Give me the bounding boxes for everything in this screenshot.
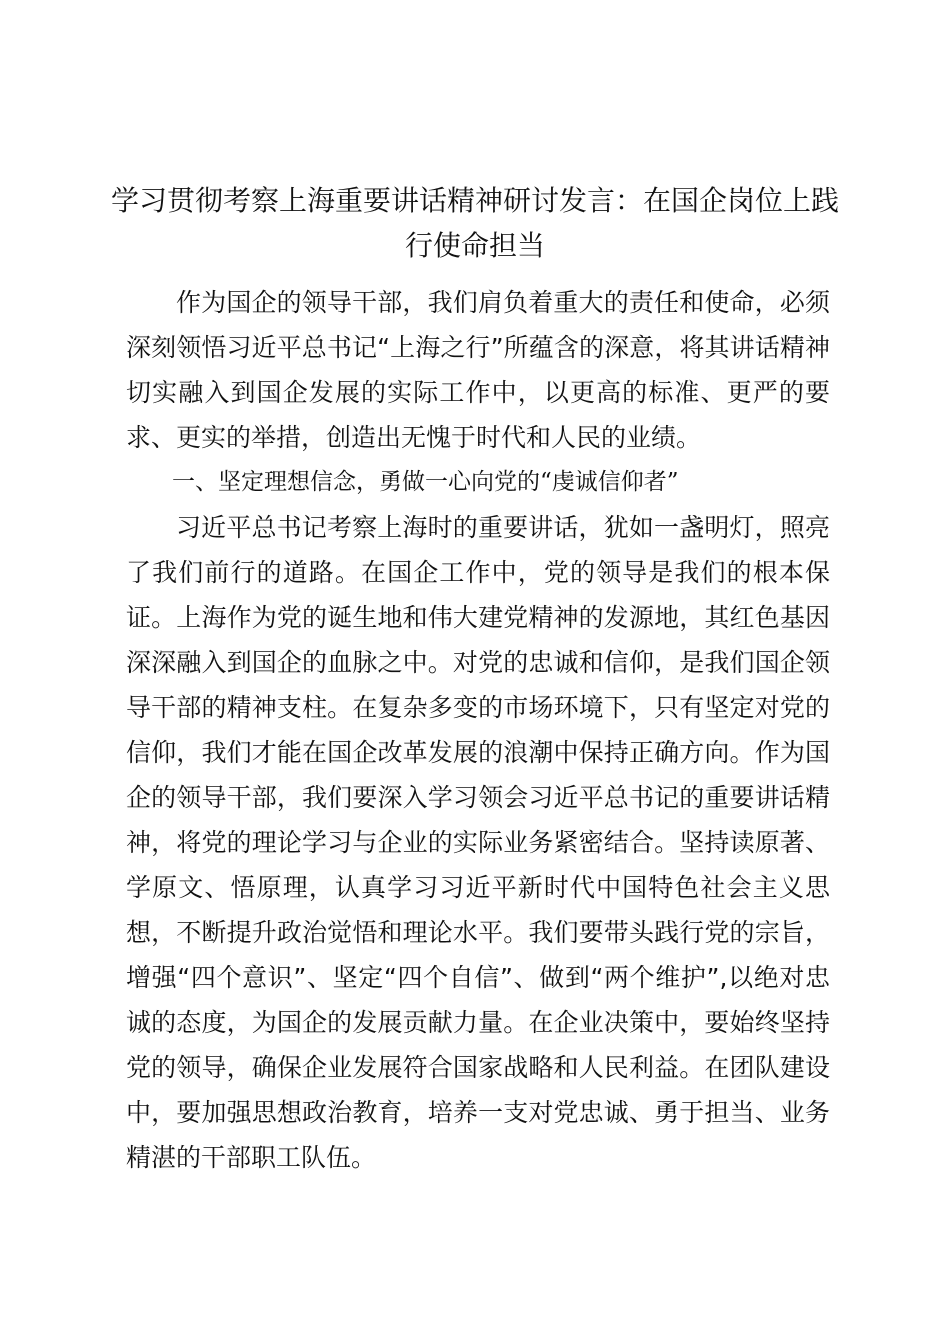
document-body [126,280,830,1180]
document-title: 学习贯彻考察上海重要讲话精神研讨发言：在国企岗位上践行使命担当 [110,184,839,262]
section-heading-1: 一、坚定理想信念，勇做一心向党的“虔诚信仰者” [172,469,679,495]
intro-paragraph: 作为国企的领导干部，我们肩负着重大的责任和使命，必须深刻领悟习近平总书记“上海之行”所蕴含的深意，将其讲话精神切实融入到国企发展的实际工作中，以更高的标准、更严的要求、更实的举措，创造出无愧于时代和人民的业绩。 [126,288,830,452]
section-1-paragraph: 习近平总书记考察上海时的重要讲话，犹如一盏明灯，照亮了我们前行的道路。在国企工作中，党的领导是我们的根本保证。上海作为党的诞生地和伟大建党精神的发源地，其红色基因深深融入到国企的血脉之中。对党的忠诚和信仰，是我们国企领导干部的精神支柱。在复杂多变的市场环境下，只有坚定对党的信仰，我们才能在国企改革发展的浪潮中保持正确方向。作为国企的领导干部，我们要深入学习领会习近平总书记的重要讲话精神，将党的理论学习与企业的实际业务紧密结合。坚持读原著、学原文、悟原理，认真学习习近平新时代中国特色社会主义思想，不断提升政治觉悟和理论水平。我们要带头践行党的宗旨，增强“四个意识”、坚定“四个自信”、做到“两个维护”,以绝对忠诚的态度，为国企的发展贡献力量。在企业决策中，要始终坚持党的领导，确保企业发展符合国家战略和人民利益。在团队建设中，要加强思想政治教育，培养一支对党忠诚、勇于担当、业务精湛的干部职工队伍。 [126,513,830,1172]
